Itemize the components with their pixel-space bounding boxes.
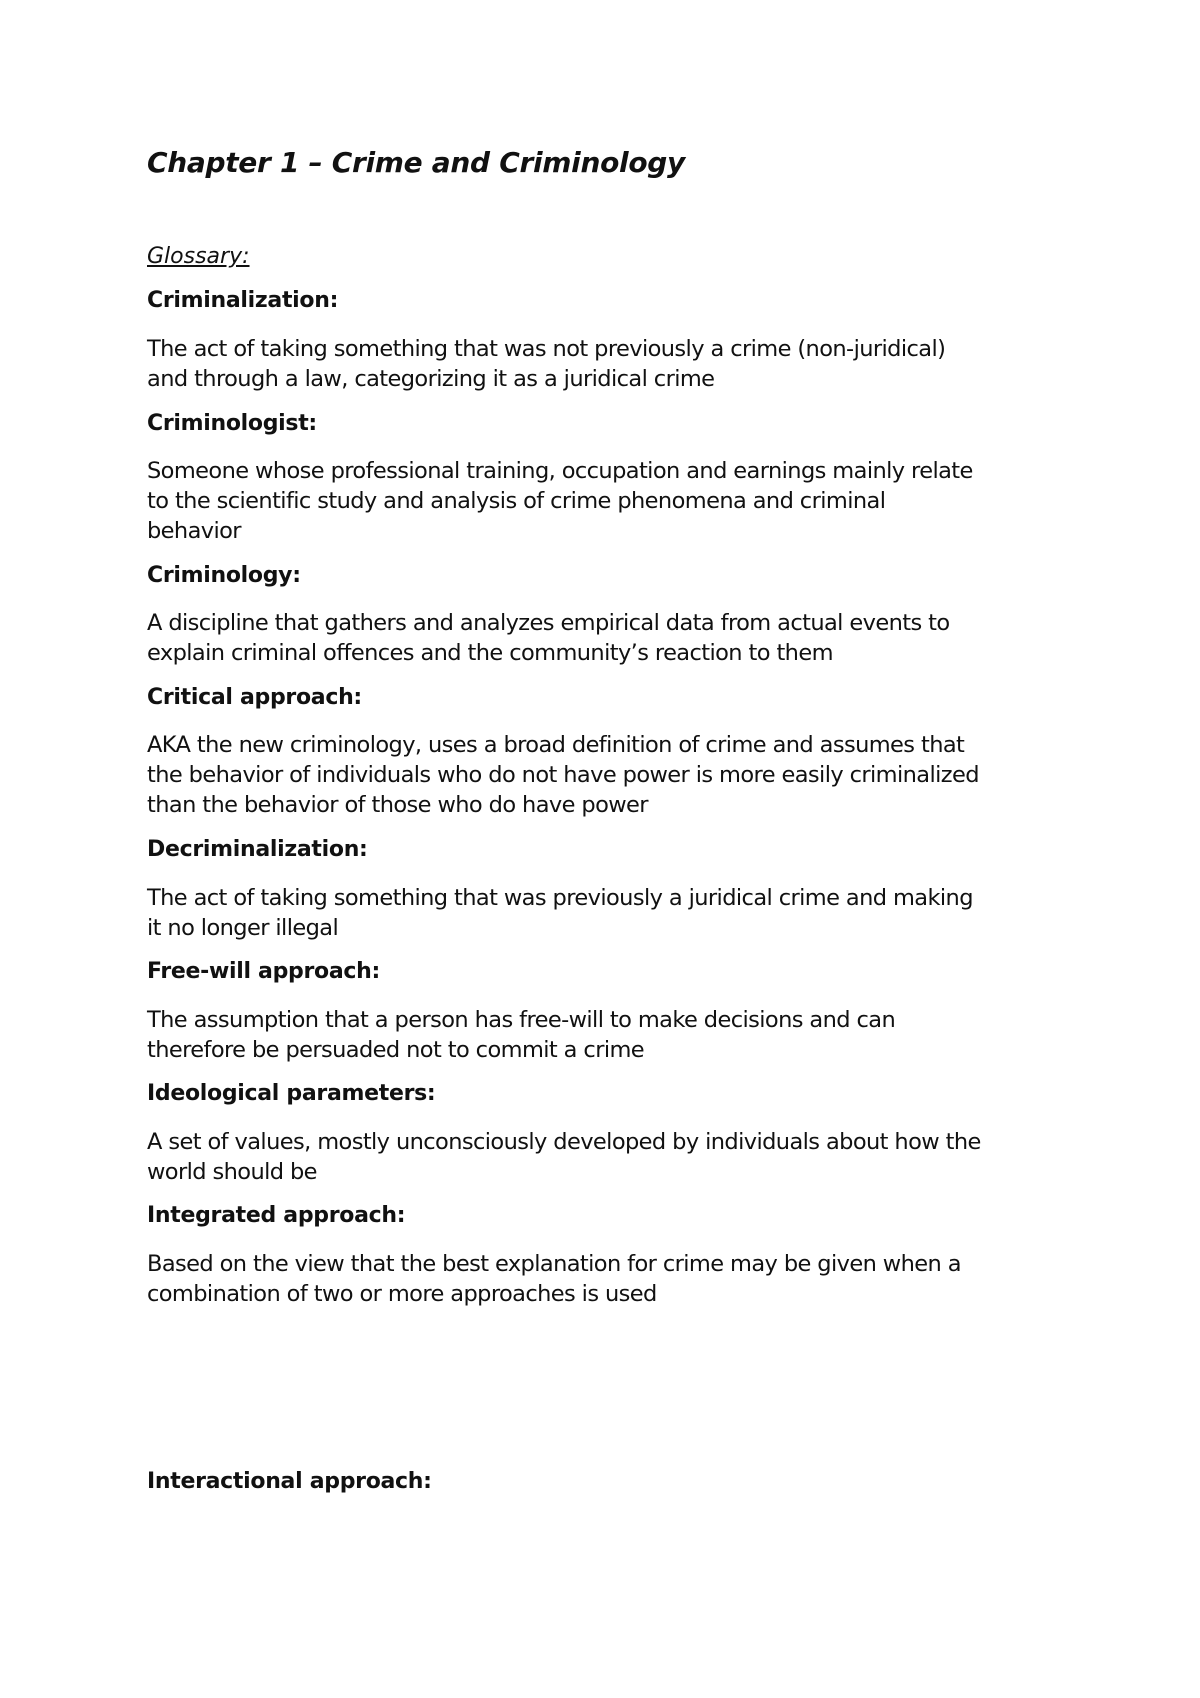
term-interactional-approach: Interactional approach: xyxy=(147,1469,432,1494)
term-decriminalization: Decriminalization: xyxy=(147,837,368,862)
term-criminology: Criminology: xyxy=(147,563,301,588)
page-title: Chapter 1 – Crime and Criminology xyxy=(147,146,685,179)
term-criminalization: Criminalization: xyxy=(147,288,339,313)
glossary-heading: Glossary: xyxy=(147,244,250,269)
definition-ideological-parameters: A set of values, mostly unconsciously developed by individuals about how the world should be xyxy=(147,1129,981,1185)
term-integrated-approach: Integrated approach: xyxy=(147,1203,406,1228)
definition-integrated-approach: Based on the view that the best explanation for crime may be given when a combination of two or more approaches is used xyxy=(147,1251,961,1307)
term-critical-approach: Critical approach: xyxy=(147,685,362,710)
definition-criminology: A discipline that gathers and analyzes empirical data from actual events to explain criminal offences and the community’s reaction to them xyxy=(147,610,950,666)
term-free-will-approach: Free-will approach: xyxy=(147,959,381,984)
definition-decriminalization: The act of taking something that was previously a juridical crime and making it no longer illegal xyxy=(147,885,973,941)
definition-criminologist: Someone whose professional training, occupation and earnings mainly relate to the scientific study and analysis of crime phenomena and criminal behavior xyxy=(147,458,973,544)
term-criminologist: Criminologist: xyxy=(147,411,317,436)
definition-criminalization: The act of taking something that was not previously a crime (non-juridical) and through a law, categorizing it as a juridical crime xyxy=(147,336,946,392)
definition-free-will-approach: The assumption that a person has free-will to make decisions and can therefore be persuaded not to commit a crime xyxy=(147,1007,896,1063)
term-ideological-parameters: Ideological parameters: xyxy=(147,1081,436,1106)
definition-critical-approach: AKA the new criminology, uses a broad definition of crime and assumes that the behavior of individuals who do not have power is more easily criminalized than the behavior of those who do have power xyxy=(147,732,979,818)
